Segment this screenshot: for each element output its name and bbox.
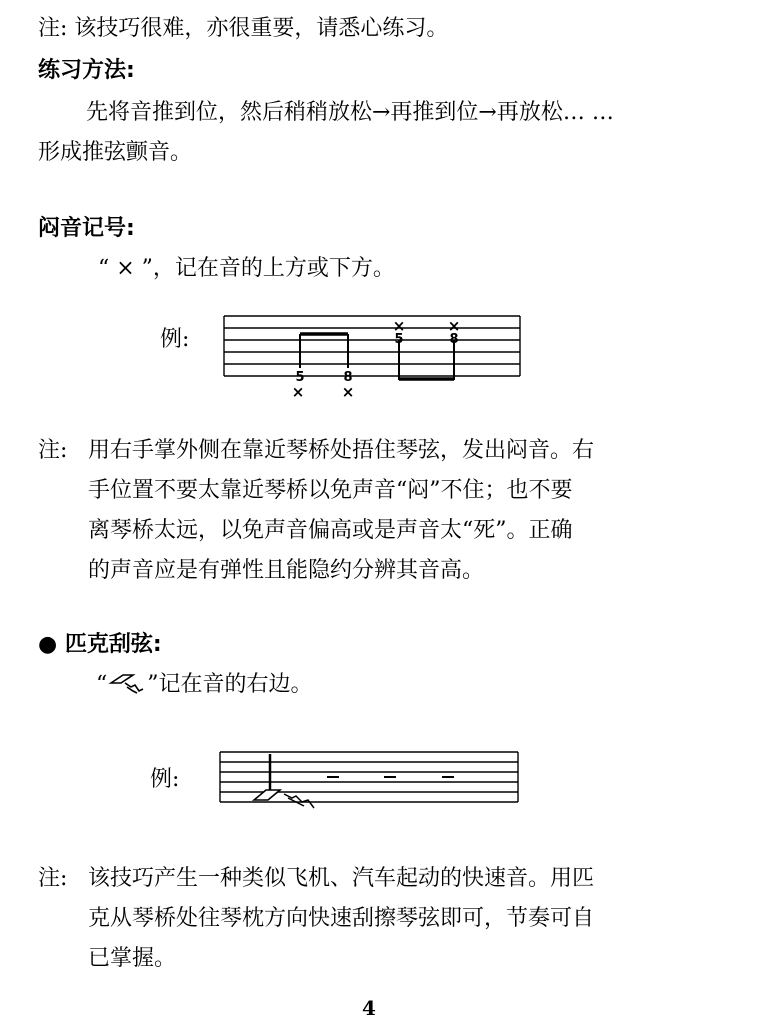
tab-note-below-1: 5 xyxy=(295,370,305,385)
note-2-line-4: 的声音应是有弹性且能隐约分辨其音高。 xyxy=(88,558,485,583)
pick-description xyxy=(96,670,313,700)
pick-quote-close: ” xyxy=(147,672,159,697)
mute-mark-below-2: × xyxy=(341,383,355,400)
note-3-line-3: 已掌握。 xyxy=(88,946,177,971)
page-number: 4 xyxy=(362,996,376,1020)
practice-line-1: 先将音推到位，然后稍稍放松→再推到位→再放松… … xyxy=(86,100,614,125)
note-2-prefix: 注: xyxy=(38,438,68,463)
tab-note-above-1: 5 xyxy=(394,332,404,347)
note-3-prefix: 注: xyxy=(38,866,68,891)
practice-heading: 练习方法: xyxy=(38,58,135,83)
note-2-line-2: 手位置不要太靠近琴桥以免声音“闷”不住；也不要 xyxy=(88,478,573,503)
example-label-2: 例: xyxy=(150,767,180,792)
tab-note-below-2: 8 xyxy=(343,370,353,385)
note-1: 注: 该技巧很难，亦很重要，请悉心练习。 xyxy=(38,16,449,41)
note-2-line-1: 用右手掌外侧在靠近琴桥处捂住琴弦，发出闷音。右 xyxy=(88,438,595,463)
note-3-line-2: 克从琴桥处往琴枕方向快速刮擦琴弦即可，节奏可自 xyxy=(88,906,595,931)
mute-heading: 闷音记号: xyxy=(38,216,135,241)
pick-heading: ● 匹克刮弦: xyxy=(38,632,162,657)
tab-note-above-2: 8 xyxy=(449,332,459,347)
pick-scrape-tab-example xyxy=(214,746,534,816)
example-label-1: 例: xyxy=(160,327,190,352)
note-3-line-1: 该技巧产生一种类似飞机、汽车起动的快速音。用匹 xyxy=(88,866,595,891)
mute-mark-above-2: × xyxy=(447,317,461,335)
mute-description: “ × ”，记在音的上方或下方。 xyxy=(98,256,395,281)
note-2-line-3: 离琴桥太远，以免声音偏高或是声音太“死”。正确 xyxy=(88,518,573,543)
mute-mark-above-1: × xyxy=(392,317,406,335)
pick-description-text: 记在音的右边。 xyxy=(158,672,313,697)
pick-quote-open: “ xyxy=(96,672,108,697)
mute-tab-example xyxy=(218,310,548,400)
pick-scrape-icon xyxy=(107,671,147,697)
practice-line-2: 形成推弦颤音。 xyxy=(38,140,193,165)
mute-mark-below-1: × xyxy=(291,383,305,400)
